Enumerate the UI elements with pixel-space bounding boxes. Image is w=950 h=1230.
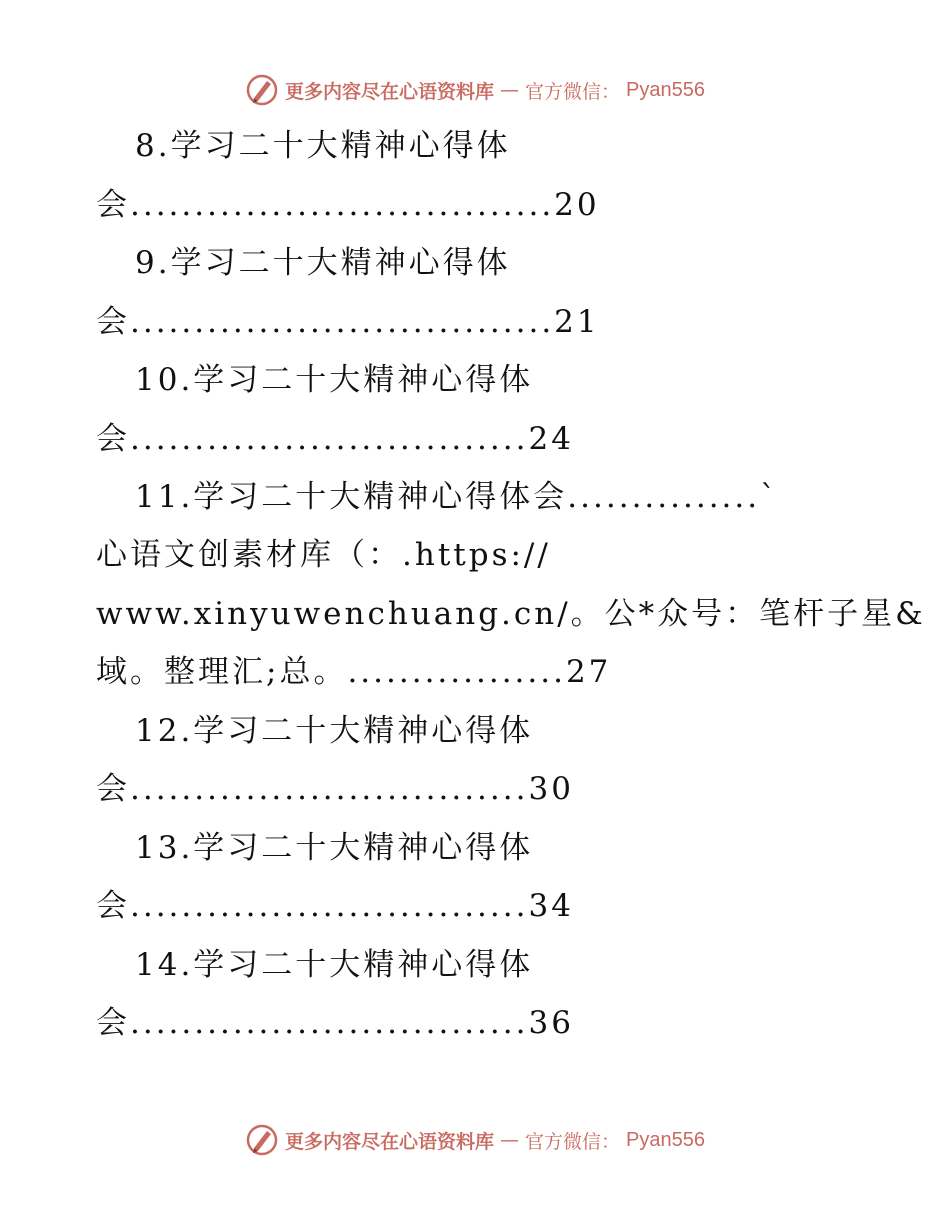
watermark-dash: —: [500, 1129, 520, 1151]
toc-entry-10-leader: 会...............................24: [96, 421, 574, 457]
toc-entry-11-title: 11.学习二十大精神心得体会...............`: [135, 479, 779, 515]
watermark-wechat-label: 官方微信：: [525, 80, 621, 103]
toc-entry-14-leader: 会...............................36: [96, 1005, 574, 1041]
pen-logo-icon: [245, 73, 279, 107]
pen-logo-icon: [245, 1123, 279, 1157]
toc-entry-11-line-4: 域。整理汇;总。.................27: [96, 654, 612, 690]
header-watermark: [0, 70, 950, 110]
toc-entry-11-line-2: 心语文创素材库（：.https://: [96, 537, 551, 573]
toc-entry-9-leader: 会.................................21: [96, 304, 600, 340]
toc-entry-13-leader: 会...............................34: [96, 888, 574, 924]
toc-entry-14-title: 14.学习二十大精神心得体: [135, 947, 534, 983]
toc-entry-8-leader: 会.................................20: [96, 187, 600, 223]
watermark-text: 更多内容尽在心语资料库: [285, 1130, 495, 1153]
watermark-wechat-id: Pyan556: [626, 1128, 705, 1151]
toc-entry-8-title: 8.学习二十大精神心得体: [135, 128, 511, 164]
toc-entry-11-line-3: www.xinyuwenchuang.cn/。公*众号：笔杆子星&: [96, 596, 926, 632]
toc-entry-12-title: 12.学习二十大精神心得体: [135, 713, 534, 749]
watermark-text: 更多内容尽在心语资料库: [285, 80, 495, 103]
toc-entry-10-title: 10.学习二十大精神心得体: [135, 362, 534, 398]
watermark-wechat-label: 官方微信：: [525, 1130, 621, 1153]
toc-entry-13-title: 13.学习二十大精神心得体: [135, 830, 534, 866]
toc-entry-12-leader: 会...............................30: [96, 771, 574, 807]
footer-watermark: [0, 1120, 950, 1160]
watermark-dash: —: [500, 79, 520, 101]
watermark-wechat-id: Pyan556: [626, 78, 705, 101]
toc-entry-9-title: 9.学习二十大精神心得体: [135, 245, 511, 281]
